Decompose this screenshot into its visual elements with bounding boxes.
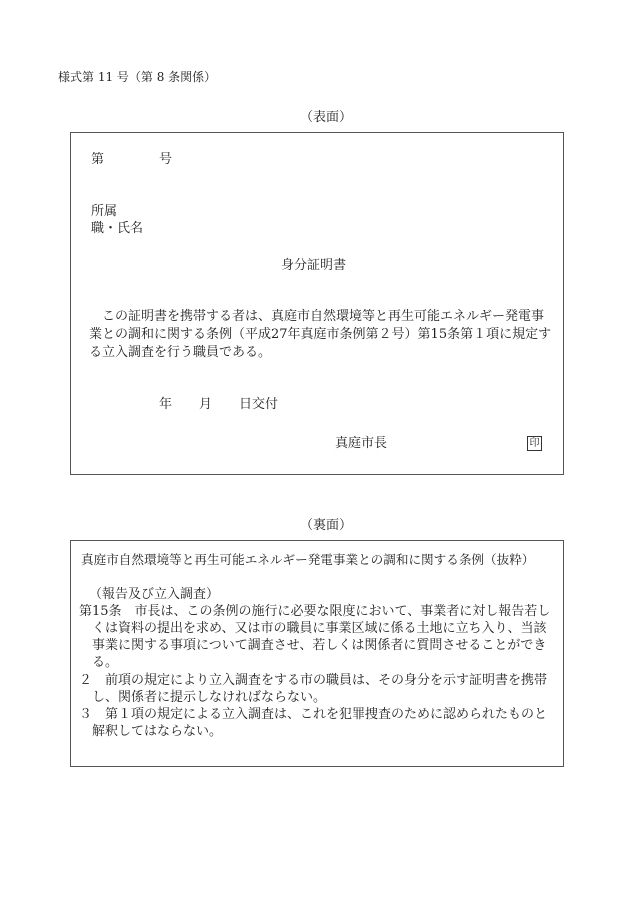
affiliation-label: 所属 [91, 204, 118, 219]
certificate-number-suffix: 号 [159, 152, 173, 167]
paragraph-line: ３ 第１項の規定による立入調査は、これを犯罪捜査のために認められたものと [79, 707, 548, 722]
certificate-body-line: この証明書を携帯する者は、真庭市自然環境等と再生可能エネルギー発電事 [89, 309, 545, 324]
article-line: 第15条 市長は、この条例の施行に必要な限度において、事業者に対し報告若し [79, 604, 551, 619]
issue-date-year: 年 [159, 397, 173, 412]
certificate-body-line: る立入調査を行う職員である。 [89, 345, 272, 360]
issuer-name: 真庭市長 [335, 436, 388, 451]
article-line: くは資料の提出を求め、又は市の職員に事業区域に係る土地に立ち入り、当該 [92, 621, 547, 636]
certificate-number-prefix: 第 [91, 152, 105, 167]
front-certificate-box [70, 132, 564, 475]
issue-date-day: 日交付 [239, 397, 279, 412]
ordinance-title: 真庭市自然環境等と再生可能エネルギー発電事業との調和に関する条例（抜粋） [81, 552, 535, 567]
paragraph-2 [79, 673, 559, 706]
article-line: る。 [92, 655, 119, 670]
certificate-body-line: 業との調和に関する条例（平成27年真庭市条例第２号）第15条第１項に規定す [89, 327, 552, 342]
paragraph-3 [79, 707, 559, 740]
article-line: 事業に関する事項について調査させ、若しくは関係者に質問させることができ [92, 638, 547, 653]
article-15 [79, 604, 559, 671]
issue-date-month: 月 [199, 397, 213, 412]
certificate-title: 身分証明書 [281, 258, 347, 273]
section-caption: （報告及び立入調査） [89, 587, 220, 602]
back-ordinance-box [70, 540, 564, 767]
position-name-label: 職・氏名 [91, 221, 144, 236]
front-heading: （表面） [300, 110, 353, 125]
paragraph-line: し、関係者に提示しなければならない。 [92, 690, 327, 705]
seal-mark: 印 [527, 436, 542, 451]
paragraph-line: ２ 前項の規定により立入調査をする市の職員は、その身分を示す証明書を携帯 [79, 673, 548, 688]
back-heading: （裏面） [300, 518, 353, 533]
certificate-body [89, 309, 559, 361]
form-label: 様式第 11 号（第 8 条関係） [58, 70, 217, 84]
paragraph-line: 解釈してはならない。 [92, 724, 223, 739]
